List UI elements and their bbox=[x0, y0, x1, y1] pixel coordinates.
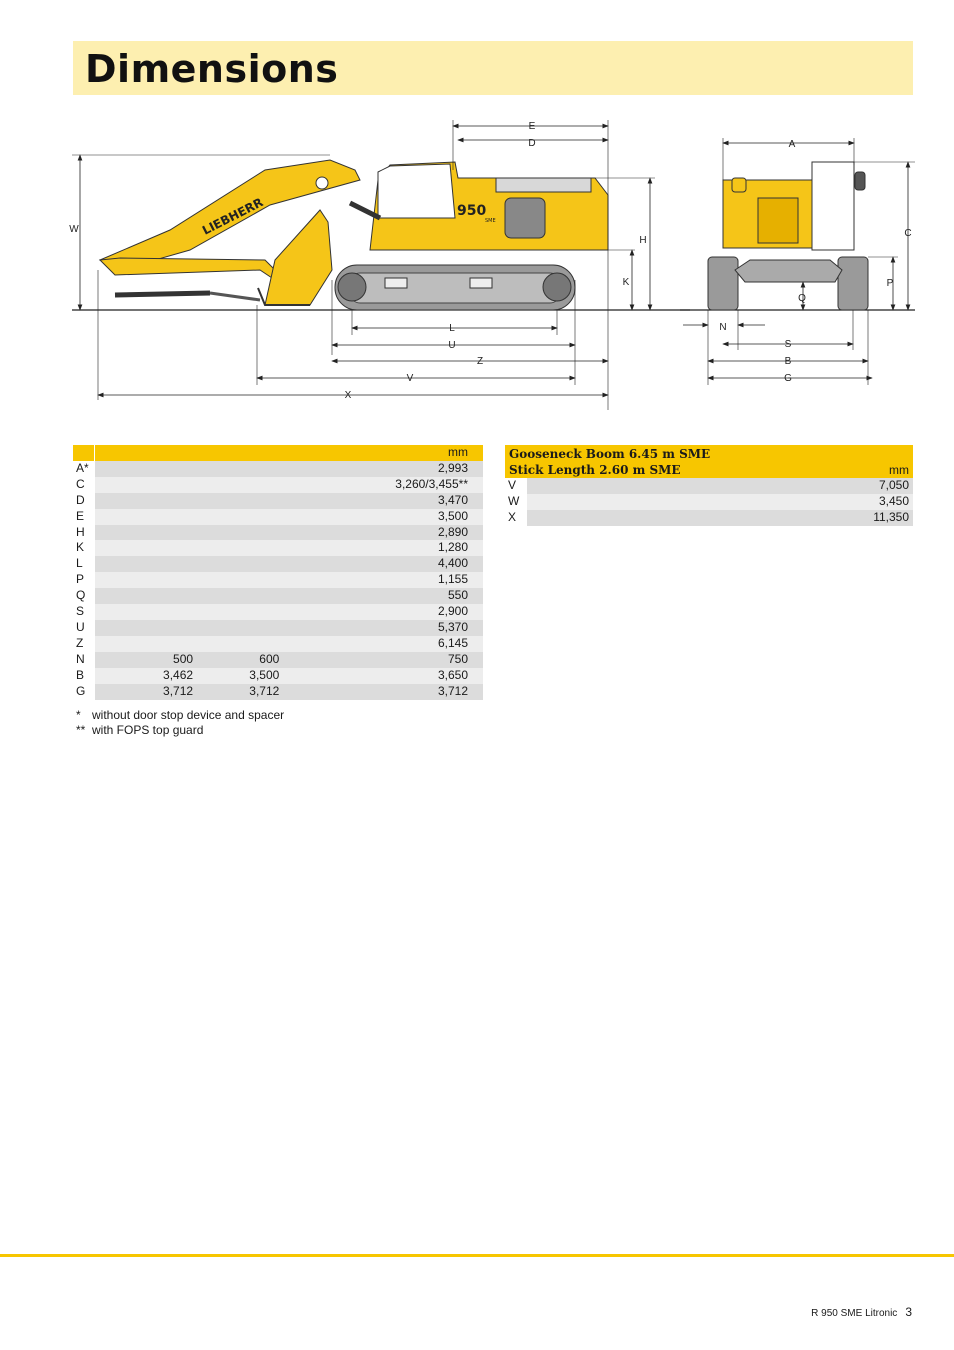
bucket bbox=[265, 210, 332, 305]
cell-spacer bbox=[95, 461, 286, 477]
cell-spacer bbox=[95, 652, 113, 668]
dim-label-p: P bbox=[886, 278, 894, 289]
track-left bbox=[708, 257, 738, 310]
cab-side bbox=[378, 164, 455, 218]
table-row bbox=[73, 668, 483, 684]
row-value: 3,712 bbox=[199, 684, 285, 700]
dim-label-z: Z bbox=[476, 356, 484, 367]
cell-spacer bbox=[95, 588, 286, 604]
boom-title bbox=[505, 445, 913, 478]
excavator-side-view bbox=[100, 160, 608, 310]
dim-label-d: D bbox=[528, 138, 536, 149]
row-value: 3,712 bbox=[285, 684, 483, 700]
cell-spacer bbox=[95, 509, 286, 525]
cell-spacer bbox=[95, 493, 286, 509]
row-label: A* bbox=[73, 461, 95, 477]
table-row bbox=[73, 540, 483, 556]
dim-label-c: C bbox=[904, 228, 912, 239]
cell-spacer bbox=[95, 525, 286, 541]
dim-label-b: B bbox=[784, 356, 792, 367]
table-row bbox=[73, 620, 483, 636]
row-value: 3,470 bbox=[285, 493, 483, 509]
track-right bbox=[838, 257, 868, 310]
row-value: 1,280 bbox=[285, 540, 483, 556]
table-header-row bbox=[73, 445, 483, 461]
model-text: 950 bbox=[457, 203, 487, 219]
dim-label-l: L bbox=[449, 323, 455, 334]
row-label: K bbox=[73, 540, 95, 556]
dim-label-s: S bbox=[784, 339, 792, 350]
footnote bbox=[76, 708, 284, 723]
row-label: G bbox=[73, 684, 95, 700]
table-row bbox=[505, 510, 913, 526]
boom-title-line2: Stick Length 2.60 m SME bbox=[509, 463, 681, 477]
row-value: 550 bbox=[285, 588, 483, 604]
dimensions-table bbox=[73, 445, 483, 700]
dim-label-v: V bbox=[406, 373, 414, 384]
row-value: 2,993 bbox=[285, 461, 483, 477]
footnotes bbox=[76, 708, 284, 738]
dim-label-u: U bbox=[448, 340, 456, 351]
dim-label-n: N bbox=[719, 322, 727, 333]
row-value: 2,890 bbox=[285, 525, 483, 541]
row-label: B bbox=[73, 668, 95, 684]
title-bar bbox=[73, 41, 913, 95]
row-value: 2,900 bbox=[285, 604, 483, 620]
brand-text: LIEBHERR bbox=[200, 195, 266, 238]
cell-spacer bbox=[95, 668, 113, 684]
table-row bbox=[73, 493, 483, 509]
page-footer bbox=[811, 1305, 912, 1319]
cell-spacer bbox=[95, 620, 286, 636]
dim-label-e: E bbox=[528, 121, 536, 132]
row-value: 3,500 bbox=[199, 668, 285, 684]
footnote-text: without door stop device and spacer bbox=[92, 708, 285, 722]
cab-rear bbox=[812, 162, 854, 250]
row-value: 3,462 bbox=[113, 668, 199, 684]
footnote-mark: ** bbox=[76, 723, 86, 737]
row-value: 3,260/3,455** bbox=[285, 477, 483, 493]
row-label: L bbox=[73, 556, 95, 572]
table-row bbox=[505, 478, 913, 494]
row-label: U bbox=[73, 620, 95, 636]
cell-spacer bbox=[95, 572, 286, 588]
row-label: P bbox=[73, 572, 95, 588]
cell-spacer bbox=[95, 556, 286, 572]
row-value: 11,350 bbox=[527, 510, 914, 526]
row-label: N bbox=[73, 652, 95, 668]
dim-label-g: G bbox=[784, 373, 792, 384]
cell-spacer bbox=[95, 477, 286, 493]
boom-header-row bbox=[505, 445, 913, 478]
cell-spacer bbox=[95, 540, 286, 556]
row-label: X bbox=[505, 510, 527, 526]
table-row bbox=[73, 588, 483, 604]
footnote-mark: * bbox=[76, 708, 81, 722]
row-label: V bbox=[505, 478, 527, 494]
table-row bbox=[73, 684, 483, 700]
page-number: 3 bbox=[905, 1305, 912, 1319]
row-value: 600 bbox=[199, 652, 285, 668]
table-row bbox=[73, 636, 483, 652]
row-value: 4,400 bbox=[285, 556, 483, 572]
row-label: Q bbox=[73, 588, 95, 604]
footer-rule bbox=[0, 1254, 954, 1257]
table-row bbox=[73, 556, 483, 572]
excavator-rear-view bbox=[708, 162, 868, 310]
model-sub: SME bbox=[485, 218, 496, 224]
dim-label-q: Q bbox=[798, 293, 806, 304]
table-row bbox=[73, 572, 483, 588]
dim-label-h: H bbox=[639, 235, 647, 246]
row-label: E bbox=[73, 509, 95, 525]
dim-label-k: K bbox=[622, 277, 630, 288]
unit-label: mm bbox=[285, 445, 483, 461]
cell-spacer bbox=[95, 604, 286, 620]
page-title: Dimensions bbox=[85, 47, 339, 91]
row-value: 1,155 bbox=[285, 572, 483, 588]
row-value: 3,650 bbox=[285, 668, 483, 684]
footnote-text: with FOPS top guard bbox=[92, 723, 204, 737]
row-value: 7,050 bbox=[527, 478, 914, 494]
stick bbox=[100, 258, 275, 280]
cell-spacer bbox=[95, 636, 286, 652]
boom-title-line1: Gooseneck Boom 6.45 m SME bbox=[509, 447, 711, 461]
footnote bbox=[76, 723, 284, 738]
dimension-drawing bbox=[60, 110, 920, 410]
row-label: S bbox=[73, 604, 95, 620]
boom-unit: mm bbox=[889, 463, 909, 477]
row-label: Z bbox=[73, 636, 95, 652]
cell-spacer bbox=[95, 684, 113, 700]
table-row bbox=[73, 461, 483, 477]
table-row bbox=[73, 652, 483, 668]
row-value: 3,712 bbox=[113, 684, 199, 700]
row-label: W bbox=[505, 494, 527, 510]
table-row bbox=[505, 494, 913, 510]
row-label: D bbox=[73, 493, 95, 509]
dim-label-a: A bbox=[788, 139, 796, 150]
row-label: C bbox=[73, 477, 95, 493]
row-label: H bbox=[73, 525, 95, 541]
row-value: 3,500 bbox=[285, 509, 483, 525]
row-value: 6,145 bbox=[285, 636, 483, 652]
dim-label-w: W bbox=[69, 224, 79, 235]
row-value: 750 bbox=[285, 652, 483, 668]
row-value: 5,370 bbox=[285, 620, 483, 636]
dim-label-x: X bbox=[344, 390, 352, 401]
table-row bbox=[73, 525, 483, 541]
boom-table bbox=[505, 445, 913, 526]
table-row bbox=[73, 509, 483, 525]
footer-doc-title: R 950 SME Litronic bbox=[811, 1308, 898, 1319]
table-row bbox=[73, 604, 483, 620]
row-value: 500 bbox=[113, 652, 199, 668]
table-row bbox=[73, 477, 483, 493]
row-value: 3,450 bbox=[527, 494, 914, 510]
